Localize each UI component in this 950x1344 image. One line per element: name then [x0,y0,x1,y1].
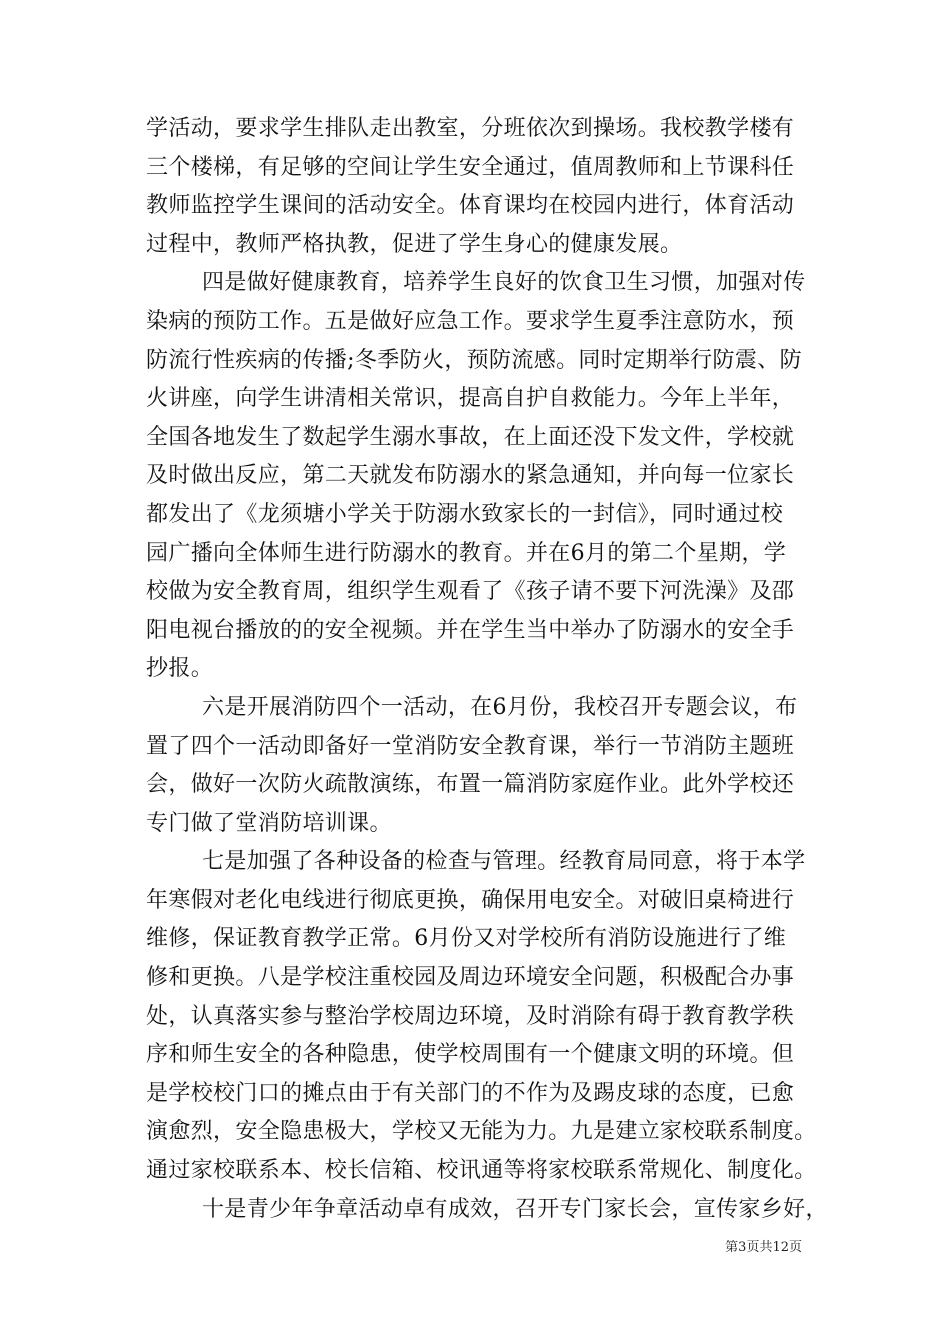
text-line: 防流行性疾病的传播;冬季防火，预防流感。同时定期举行防震、防 [146,347,802,373]
text-line: 置了四个一活动即备好一堂消防安全教育课，举行一节消防主题班 [146,733,795,759]
text-line: 全国各地发生了数起学生溺水事故，在上面还没下发文件，学校就 [146,424,795,450]
text-line: 年寒假对老化电线进行彻底更换，确保用电安全。对破旧桌椅进行 [146,887,795,913]
text-line: 校做为安全教育周，组织学生观看了《孩子请不要下河洗澡》及邵 [146,579,795,605]
text-line: 处，认真落实参与整治学校周边环境，及时消除有碍于教育教学秩 [146,1003,795,1029]
text-line: 三个楼梯，有足够的空间让学生安全通过，值周教师和上节课科任 [146,154,795,180]
paragraph-first-line: 六是开展消防四个一活动，在6月份，我校召开专题会议，布 [202,694,798,720]
paragraph-first-line: 四是做好健康教育，培养学生良好的饮食卫生习惯，加强对传 [202,270,806,296]
text-line: 序和师生安全的各种隐患，使学校周围有一个健康文明的环境。但 [146,1042,795,1068]
text-line: 及时做出反应，第二天就发布防溺水的紧急通知，并向每一位家长 [146,463,795,489]
text-line: 都发出了《龙须塘小学关于防溺水致家长的一封信》，同时通过校 [146,501,784,527]
text-line: 维修，保证教育教学正常。6月份又对学校所有消防设施进行了维 [146,926,787,952]
paragraph-first-line: 十是青少年争章活动卓有成效，召开专门家长会，宣传家乡好， [202,1196,828,1222]
text-line: 抄报。 [146,656,214,682]
text-line: 园广播向全体师生进行防溺水的教育。并在6月的第二个星期，学 [146,540,787,566]
text-line: 演愈烈，安全隐患极大，学校又无能为力。九是建立家校联系制度。 [146,1119,817,1145]
text-line: 会，做好一次防火疏散演练，布置一篇消防家庭作业。此外学校还 [146,772,795,798]
page-number: 第3页共12页 [725,1240,802,1255]
text-line: 染病的预防工作。五是做好应急工作。要求学生夏季注意防水，预 [146,308,795,334]
text-line: 阳电视台播放的的安全视频。并在学生当中举办了防溺水的安全手 [146,617,795,643]
text-line: 火讲座，向学生讲清相关常识，提高自护自救能力。今年上半年， [146,386,795,412]
text-line: 过程中，教师严格执教，促进了学生身心的健康发展。 [146,231,683,257]
body-text [146,110,828,1229]
text-line: 专门做了堂消防培训课。 [146,810,392,836]
text-line: 修和更换。八是学校注重校园及周边环境安全问题，积极配合办事 [146,965,795,991]
paragraph-first-line: 七是加强了各种设备的检查与管理。经教育局同意，将于本学 [202,849,806,875]
text-line: 是学校校门口的摊点由于有关部门的不作为及踢皮球的态度，已愈 [146,1080,795,1106]
text-line: 教师监控学生课间的活动安全。体育课均在校园内进行，体育活动 [146,193,795,219]
text-line: 通过家校联系本、校长信箱、校讯通等将家校联系常规化、制度化。 [146,1158,817,1184]
text-line: 学活动，要求学生排队走出教室，分班依次到操场。我校教学楼有 [146,116,795,141]
